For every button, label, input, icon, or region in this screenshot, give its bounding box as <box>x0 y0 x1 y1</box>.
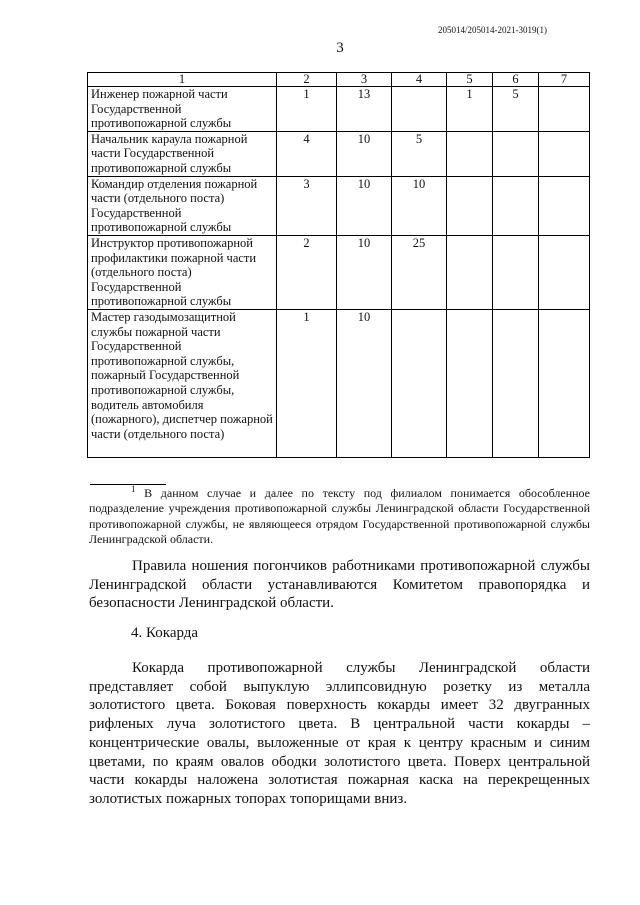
table-cell <box>493 176 539 235</box>
table-cell: 5 <box>392 131 447 176</box>
table-cell <box>539 235 590 309</box>
table-header-cell: 4 <box>392 73 447 87</box>
table-cell <box>392 87 447 132</box>
table-header-cell: 2 <box>277 73 337 87</box>
table-header-cell: 5 <box>447 73 493 87</box>
table-cell: 10 <box>337 131 392 176</box>
table-cell: 2 <box>277 235 337 309</box>
table-cell: 10 <box>337 309 392 457</box>
table-cell <box>493 309 539 457</box>
table-row <box>88 176 590 235</box>
table-cell <box>539 309 590 457</box>
position-name: Командир отделения пожарной части (отдельного поста) Государственной противопожарной службы <box>88 176 277 235</box>
table-cell <box>447 176 493 235</box>
table-row <box>88 131 590 176</box>
table-cell: 10 <box>337 176 392 235</box>
paragraph-cockade: Кокарда противопожарной службы Ленинградской области представляет собой выпуклую эллипсовидную розетку из металла золотистого цвета. Боковая поверхность кокарды имеет 32 двугранных рифленых луча золотистого цвета. В центральной части кокарды – концентрические овалы, выложенные от края к центру красным и синим цветами, по краям овалов ободки золотистого цвета. Поверх центральной части кокарды наложена золотистая пожарная каска на перекрещенных золотистых пожарных топорах топорищами вниз. <box>89 660 590 807</box>
table-cell: 10 <box>392 176 447 235</box>
footnote <box>89 482 590 548</box>
positions-table <box>87 72 590 458</box>
footnote-marker: 1 <box>131 484 136 494</box>
table-cell <box>447 131 493 176</box>
table-cell: 4 <box>277 131 337 176</box>
table-row <box>88 309 590 457</box>
footnote-text: В данном случае и далее по тексту под филиалом понимается обособленное подразделение учреждения противопожарной службы Ленинградской области Государственной противопожарной службы, не являющееся отрядом Государственной противопожарной службы Ленинградской области. <box>89 486 591 547</box>
table-header-cell: 3 <box>337 73 392 87</box>
position-name: Начальник караула пожарной части Государственной противопожарной службы <box>88 131 277 176</box>
table-cell: 1 <box>277 309 337 457</box>
table-cell <box>539 176 590 235</box>
table-cell: 1 <box>277 87 337 132</box>
position-name: Инструктор противопожарной профилактики пожарной части (отдельного поста) Государственной противопожарной службы <box>88 235 277 309</box>
table-header-row <box>88 73 590 87</box>
table-cell: 3 <box>277 176 337 235</box>
table-cell <box>493 131 539 176</box>
table-cell: 1 <box>447 87 493 132</box>
table-cell <box>447 309 493 457</box>
table-cell: 13 <box>337 87 392 132</box>
paragraph-epaulets: Правила ношения погончиков работниками противопожарной службы Ленинградской области устанавливаются Комитетом правопорядка и безопасности Ленинградской области. <box>89 558 590 612</box>
page-number: 3 <box>336 40 344 56</box>
table-cell <box>392 309 447 457</box>
table-cell: 10 <box>337 235 392 309</box>
table-cell <box>539 87 590 132</box>
table-cell <box>539 131 590 176</box>
table-cell <box>447 235 493 309</box>
table-row <box>88 235 590 309</box>
position-name: Инженер пожарной части Государственной противопожарной службы <box>88 87 277 132</box>
table-cell <box>493 235 539 309</box>
table-row <box>88 87 590 132</box>
position-name: Мастер газодымозащитной службы пожарной части Государственной противопожарной службы, пожарный Государственной противопожарной службы, водитель автомобиля (пожарного), диспетчер пожарной части (отдельного поста) <box>88 309 277 457</box>
table-header-cell: 7 <box>539 73 590 87</box>
table-cell: 5 <box>493 87 539 132</box>
document-number: 205014/205014-2021-3019(1) <box>438 25 547 35</box>
section-heading: 4. Кокарда <box>131 625 199 641</box>
table-header-cell: 6 <box>493 73 539 87</box>
table-cell: 25 <box>392 235 447 309</box>
table-header-cell: 1 <box>88 73 277 87</box>
